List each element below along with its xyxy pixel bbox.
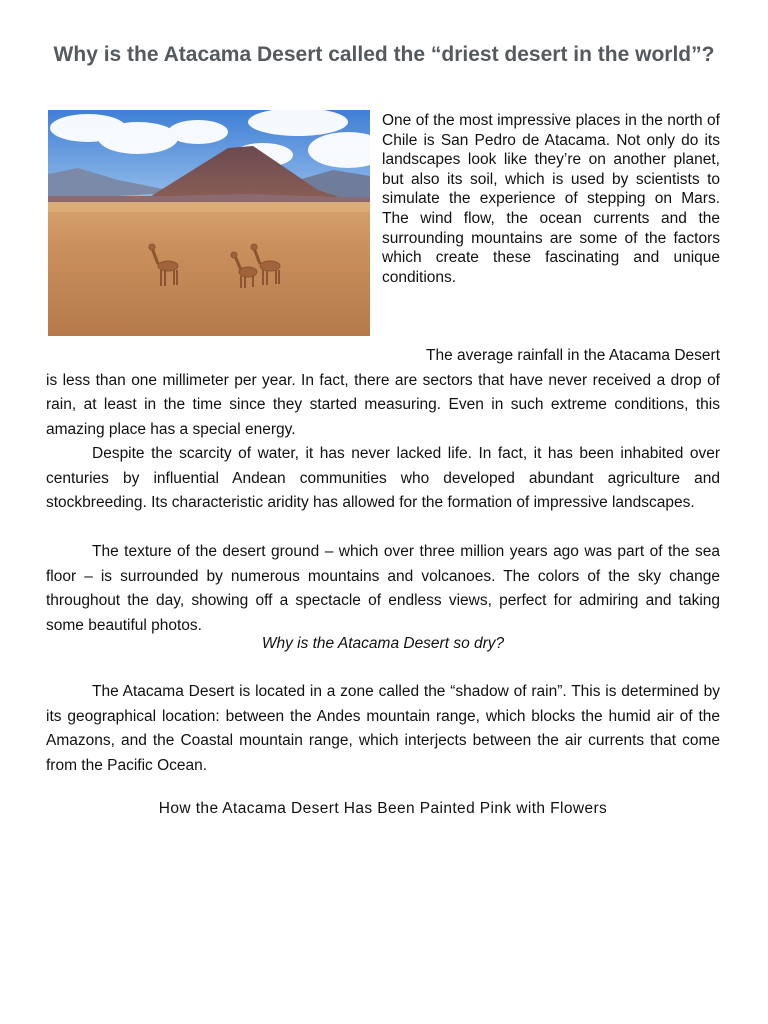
rainfall-paragraph: The average rainfall in the Atacama Desert is less than one millimeter per year. In fact, there are sectors that have never received a drop of rain, at least in the time since they started measuring. Even in such extreme conditions, this amazing place has a special energy.	[46, 347, 720, 438]
texture-paragraph: The texture of the desert ground – which over three million years ago was part of the sea floor – is surrounded by numerous mountains and volcanoes. The colors of the sky change throughout the day, showing off a spectacle of endless views, perfect for admiring and taking some beautiful photos.	[46, 543, 720, 634]
section-subheading: Why is the Atacama Desert so dry?	[261, 635, 505, 652]
desert-vicunas-photo	[48, 110, 370, 336]
life-paragraph: Despite the scarcity of water, it has never lacked life. In fact, it has been inhabited over centuries by influential Andean communities who developed abundant agriculture and stockbreeding. Its characteristic aridity has allowed for the formation of impressive landscapes.	[46, 445, 720, 511]
shadow-of-rain-paragraph: The Atacama Desert is located in a zone called the “shadow of rain”. This is determined by its geographical location: between the Andes mountain range, which blocks the humid air of the Amazons, and the Coastal mountain range, which interjects between the air currents that come from the Pacific Ocean.	[46, 683, 720, 774]
intro-paragraph: One of the most impressive places in the north of Chile is San Pedro de Atacama. Not only do its landscapes look like they’re on another planet, but also its soil, which is used by scientists to simulate the experience of stepping on Mars. The wind flow, the ocean currents and the surrounding mountains are some of the factors which create these fascinating and unique conditions.	[382, 112, 720, 286]
related-article-link[interactable]: How the Atacama Desert Has Been Painted Pink with Flowers	[158, 800, 608, 817]
page-title: Why is the Atacama Desert called the “driest desert in the world”?	[53, 43, 715, 66]
